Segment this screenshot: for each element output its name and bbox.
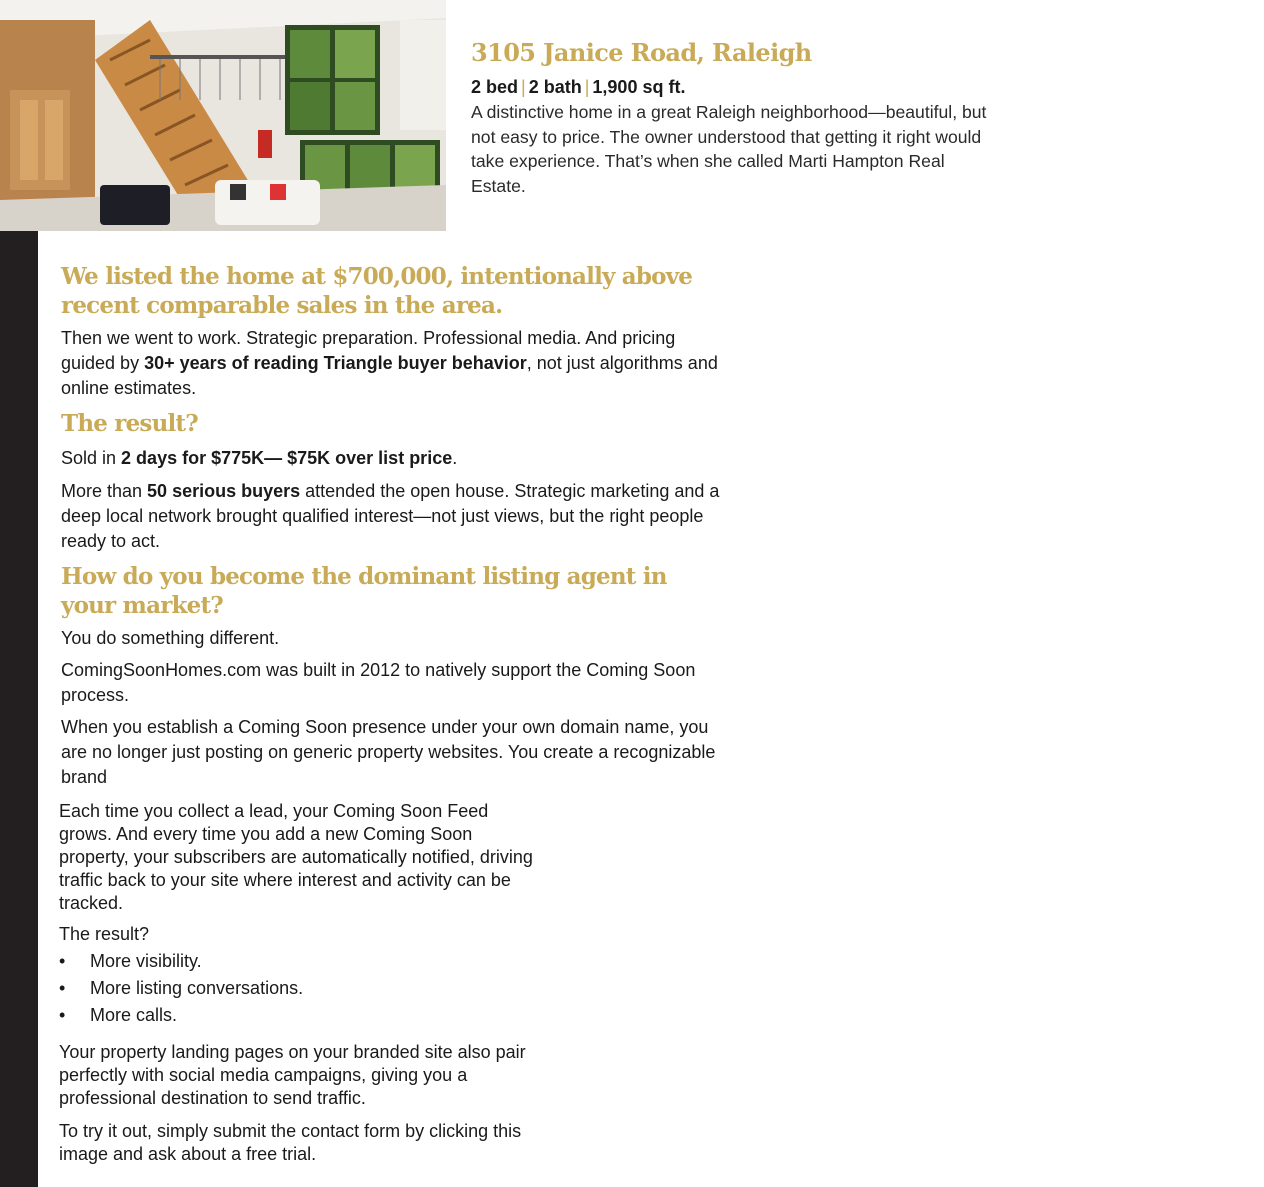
property-description: A distinctive home in a great Raleigh neighborhood—beautiful, but not easy to price. The owner understood that getting it right would take experience. That’s when she called Marti Hampton Real Estate. bbox=[471, 102, 987, 196]
bullet-icon: • bbox=[59, 978, 66, 998]
dominant-heading: How do you become the dominant listing agent in your market? bbox=[61, 563, 667, 619]
result-bullet-list bbox=[59, 948, 539, 1029]
beds-count: 2 bed bbox=[471, 77, 519, 97]
listing-text: Then we went to work. Strategic preparation. Professional media. And pricing guided by bbox=[61, 328, 676, 373]
bullet-text: More calls. bbox=[90, 1005, 178, 1025]
list-item bbox=[59, 975, 539, 1002]
property-specs bbox=[471, 76, 991, 98]
csh-paragraph: ComingSoonHomes.com was built in 2012 to natively support the Coming Soon process. bbox=[61, 660, 696, 705]
buyers-emphasis: 50 serious buyers bbox=[147, 481, 301, 501]
feed-result-label: The result? bbox=[59, 924, 150, 944]
bullet-text: More listing conversations. bbox=[90, 978, 304, 998]
sold-text: Sold in bbox=[61, 448, 122, 468]
baths-count: 2 bath bbox=[528, 77, 582, 97]
bullet-icon: • bbox=[59, 951, 66, 971]
feed-content bbox=[59, 800, 539, 1166]
feed-paragraph: Each time you collect a lead, your Coming Soon Feed grows. And every time you add a new Coming Soon property, your subscribers are automatically notified, driving traffic back to your site where interest and activity can be tracked. bbox=[59, 801, 533, 913]
buyers-text: attended the open house. Strategic marketing and a deep local network brought qualified interest—not just views, but the right people ready to act. bbox=[61, 481, 720, 551]
landing-pages-paragraph: Your property landing pages on your branded site also pair perfectly with social media campaigns, giving you a professional destination to send traffic. bbox=[59, 1042, 526, 1108]
list-item bbox=[59, 1002, 539, 1029]
sold-emphasis: 2 days for $775K— $75K over list price bbox=[121, 448, 453, 468]
listing-paragraph bbox=[61, 326, 721, 401]
buyers-paragraph bbox=[61, 479, 721, 554]
main-content bbox=[61, 262, 721, 790]
left-accent-bar bbox=[0, 231, 38, 1187]
square-footage: 1,900 sq ft. bbox=[592, 77, 686, 97]
bullet-icon: • bbox=[59, 1005, 66, 1025]
listing-text: , not just algorithms and online estimates. bbox=[61, 353, 718, 398]
property-header bbox=[471, 38, 991, 198]
listing-emphasis: 30+ years of reading Triangle buyer behavior bbox=[144, 353, 527, 373]
different-paragraph: You do something different. bbox=[61, 628, 280, 648]
free-trial-paragraph[interactable]: To try it out, simply submit the contact form by clicking this image and ask about a free trial. bbox=[59, 1121, 522, 1164]
bullet-text: More visibility. bbox=[90, 951, 202, 971]
property-title: 3105 Janice Road, Raleigh bbox=[471, 38, 812, 67]
spec-separator: | bbox=[521, 77, 526, 97]
result-heading: The result? bbox=[61, 410, 198, 437]
sold-text: . bbox=[452, 448, 458, 468]
brand-paragraph: When you establish a Coming Soon presence under your own domain name, you are no longer just posting on generic property websites. You create a recognizable brand bbox=[61, 717, 716, 787]
buyers-text: More than bbox=[61, 481, 148, 501]
list-item bbox=[59, 948, 539, 975]
sold-paragraph bbox=[61, 446, 721, 471]
listing-heading: We listed the home at $700,000, intentionally above recent comparable sales in the area. bbox=[61, 263, 693, 319]
spec-separator: | bbox=[584, 77, 590, 97]
home-interior-photo bbox=[0, 0, 446, 231]
